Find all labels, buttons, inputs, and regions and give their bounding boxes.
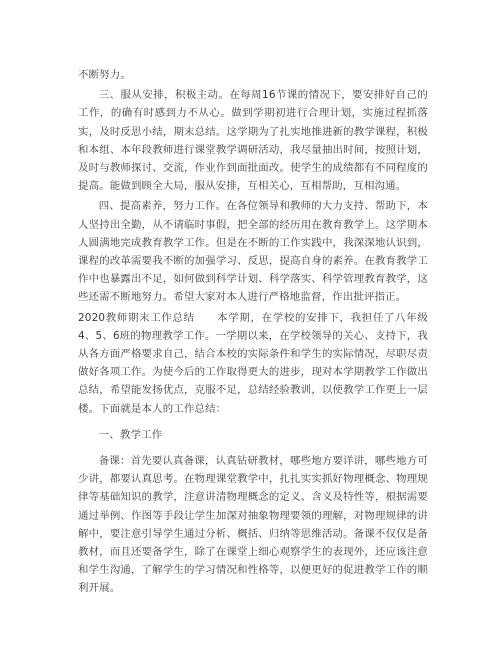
- section-heading-teaching: 一、教学工作: [98, 428, 163, 441]
- paragraph-continuation: 不断努力。: [78, 69, 131, 81]
- paragraph-summary-intro: 2020教师期末工作总结 本学期，在学校的安排下，我担任了八年级4、5、6班的物理教学工作。一学期以来，在学校领导的关心、支持下，我从各方面严格要求自己，结合本校的实际条件和学生的实际情况，尽职尽责做好各项工作。为使今后的工作取得更大的进步，现对本学期教学工作做出总结，希望能发扬优点，克服不足，总结经验教训，以使教学工作更上一层楼。下面就是本人的工作总结：: [78, 311, 428, 415]
- document-body: [78, 66, 428, 598]
- paragraph-section-four: 四、提高素养，努力工作。在各位领导和教师的大力支持、帮助下，本人坚持出全勤，从不请临时事假，把全部的经历用在教育教学上。这学期本人圆满地完成教育教学工作。但是在不断的工作实践中，我深深地认识到，课程的改革需要我不断的加强学习、反思，提高自身的素养。在教育教学工作中也暴露出不足，如何做到科学计划、科学落实、科学管理教育教学，这些还需不断地努力。希望大家对本人进行严格地监督，作出批评指正。: [78, 200, 428, 304]
- paragraph-lesson-prep: 备课：首先要认真备课，认真钻研教材，哪些地方要详讲，哪些地方可少讲，都要认真思考。在物理课堂教学中，扎扎实实抓好物理概念、物理规律等基础知识的教学，注意讲清物理概念的定义、含义及特性等，根据需要通过举例、作图等手段让学生加深对抽象物理要领的理解，对物理规律的讲解中，要注意引导学生通过分析、概括、归纳等思维活动。备课不仅仅是备教材，而且还要备学生，除了在课堂上细心观察学生的表现外，还应该注意和学生沟通，了解学生的学习情况和性格等，以便更好的促进教学工作的顺利开展。: [78, 455, 428, 595]
- paragraph-section-three: 三、服从安排，积极主动。在每周16节课的情况下，要安排好自己的工作，的确有时感到力不从心。做到学期初进行合理计划，实施过程抓落实，及时反思小结，期末总结。这学期为了扎实地推进新的教学课程，积极和本组、本年段教师进行课堂教学调研活动，我尽量抽出时间，按照计划，及时与教师探讨、交流，作业作到面批面改。使学生的成绩都有不同程度的提高。能做到顾全大局，服从安排，互相关心，互相帮助，互相沟通。: [78, 89, 428, 193]
